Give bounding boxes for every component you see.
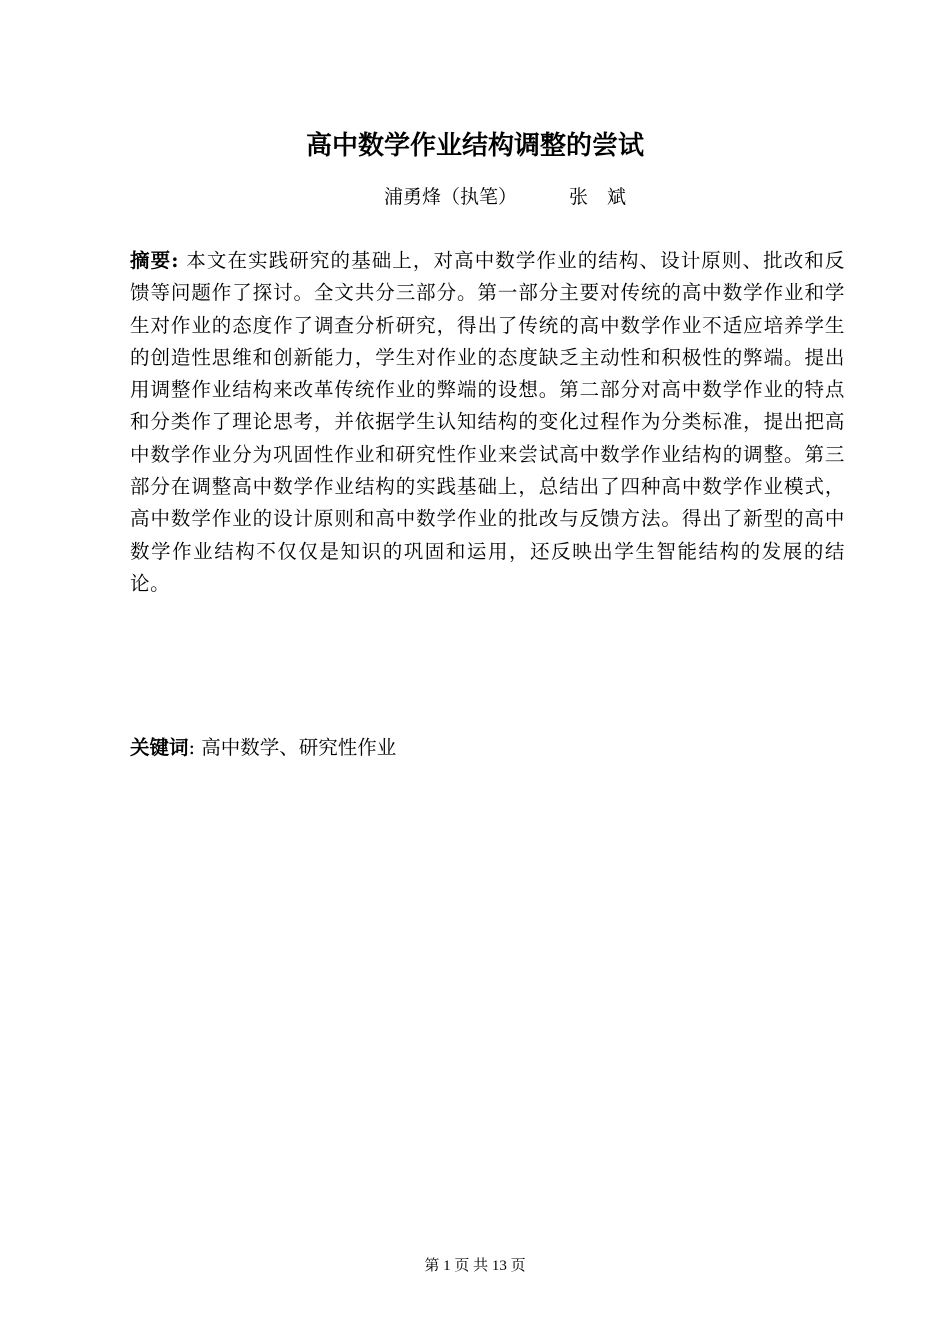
keywords-label: 关键词: [130, 736, 189, 759]
author-primary: 浦勇烽（执笔）: [383, 186, 517, 208]
abstract-label: 摘要:: [130, 249, 179, 272]
keywords-separator: :: [188, 736, 202, 759]
page-number-footer: 第 1 页 共 13 页: [424, 1258, 526, 1274]
author-secondary: 张 斌: [569, 186, 627, 208]
document-title: 高中数学作业结构调整的尝试: [305, 131, 644, 161]
keywords-text: 高中数学、研究性作业: [201, 736, 397, 759]
abstract-paragraph: [130, 245, 845, 600]
keywords-line: [130, 732, 845, 764]
abstract-text: 本文在实践研究的基础上，对高中数学作业的结构、设计原则、批改和反馈等问题作了探讨。全文共分三部分。第一部分主要对传统的高中数学作业和学生对作业的态度作了调查分析研究，得出了传统的高中数学作业不适应培养学生的创造性思维和创新能力，学生对作业的态度缺乏主动性和积极性的弊端。提出用调整作业结构来改革传统作业的弊端的设想。第二部分对高中数学作业的特点和分类作了理论思考，并依据学生认知结构的变化过程作为分类标准，提出把高中数学作业分为巩固性作业和研究性作业来尝试高中数学作业结构的调整。第三部分在调整高中数学作业结构的实践基础上，总结出了四种高中数学作业模式，高中数学作业的设计原则和高中数学作业的批改与反馈方法。得出了新型的高中数学作业结构不仅仅是知识的巩固和运用，还反映出学生智能结构的发展的结论。: [130, 249, 845, 595]
author-line: [0, 182, 950, 212]
